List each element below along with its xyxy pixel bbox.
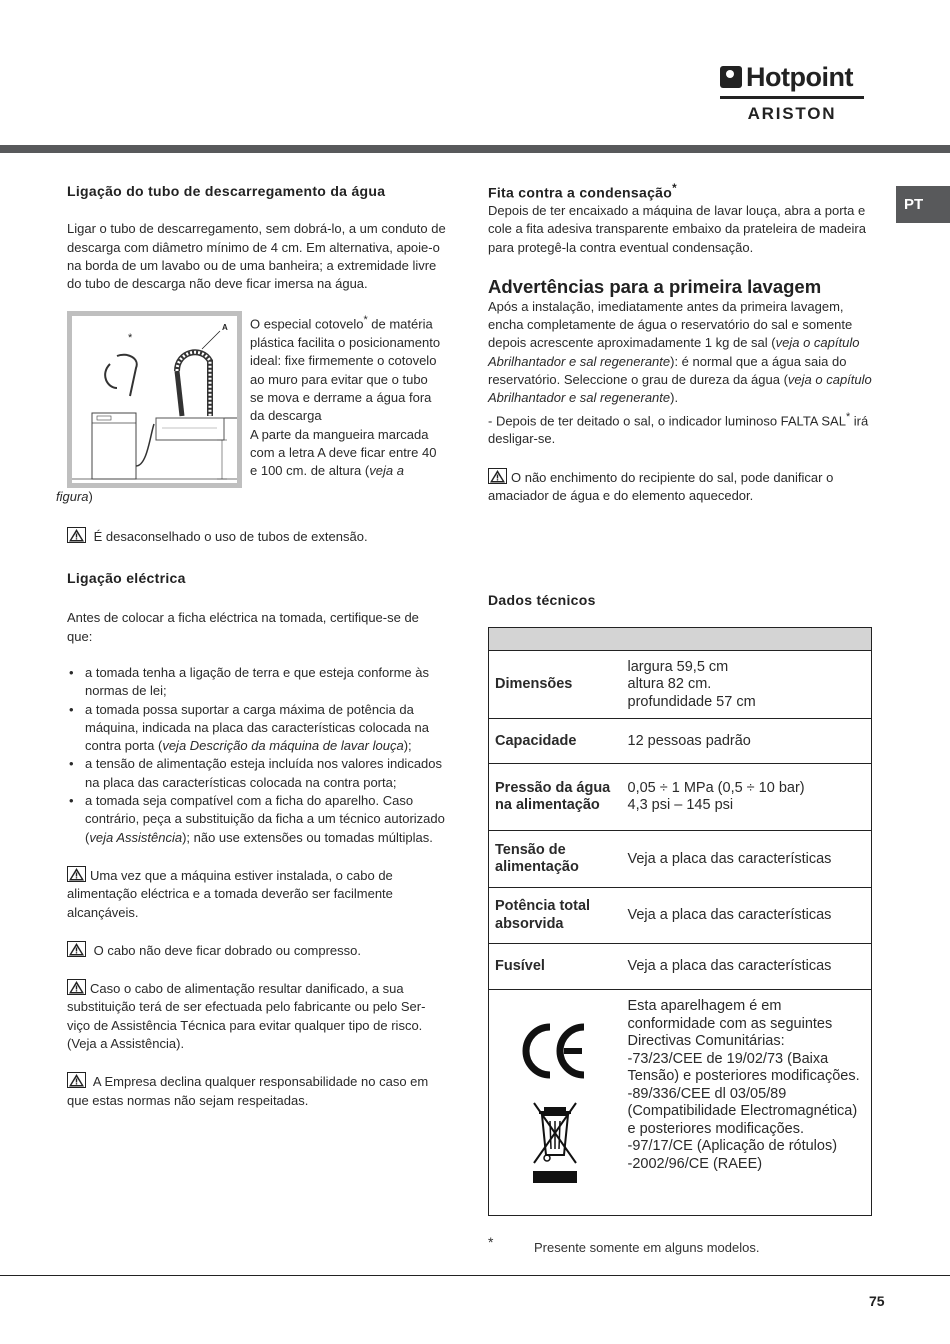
drain-hose-illustration xyxy=(72,316,237,483)
hotpoint-logo-mark xyxy=(720,66,742,88)
electrical-intro: Antes de colocar a ficha eléctrica na tomada, certifique-se de que: xyxy=(67,610,419,644)
warning-icon xyxy=(488,468,507,484)
brand-sub: ARISTON xyxy=(747,104,837,123)
figure-a-label: A xyxy=(222,323,228,333)
warning-icon xyxy=(67,1072,86,1088)
drain-hose-text: Ligar o tubo de descarregamento, sem dobrá-lo, a um conduto de descarga com diâmetro mínimo de 4 cm. Em alternativa, apoie-o na borda de um lavabo ou de uma banheira; a extremidade livre do tubo de descarga não deve ficar imersa na água. xyxy=(67,221,446,292)
header-bar xyxy=(0,145,950,153)
warning-liability: A Empresa declina qualquer responsabilidade no caso em que estas normas não sejam respeitadas. xyxy=(67,1074,429,1108)
tech-data-table xyxy=(488,627,872,1216)
list-item: • a tomada tenha a ligação de terra e que esteja conforme às normas de lei; xyxy=(67,664,447,701)
footer-rule xyxy=(0,1275,950,1276)
table-row xyxy=(489,990,872,1216)
first-wash-title: Advertências para a primeira lavagem xyxy=(488,275,822,297)
figure-star-label: * xyxy=(128,332,133,345)
figure-caption-tail: figura) xyxy=(56,489,93,505)
warning-accessible: Uma vez que a máquina estiver instalada, o cabo de alimentação eléctrica e a tomada deverão ser facilmente alcançáveis. xyxy=(67,867,393,920)
warning-icon xyxy=(67,527,86,543)
warning-salt: O não enchimento do recipiente do sal, pode danificar o amaciador de água e do elemento aquecedor. xyxy=(488,469,834,503)
salt-indicator-text: - Depois de ter deitado o sal, o indicador luminoso FALTA SAL* irá desligar-se. xyxy=(488,410,869,447)
warning-cable-damaged: Caso o cabo de alimentação resultar danificado, a sua substituição terá de ser efectuada pelo fabricante ou pelo Ser-viço de Assistência Técnica para evitar qualquer tipo de risco. (Veja a Assistência). xyxy=(67,981,426,1052)
table-row: Potência total absorvida Veja a placa das características xyxy=(489,888,872,944)
left-column xyxy=(56,182,447,1110)
page-number: 75 xyxy=(869,1293,885,1309)
electrical-checklist xyxy=(67,664,447,847)
list-item: • a tomada possa suportar a carga máxima de potência da máquina, indicada na placa das características colocada na contra porta (veja Descrição da máquina de lavar louça); xyxy=(67,701,447,756)
drain-figure-block xyxy=(67,311,447,488)
condensation-title: Fita contra a condensação* xyxy=(488,182,677,201)
warning-icon xyxy=(67,866,86,882)
warning-icon xyxy=(67,941,86,957)
figure-description: O especial cotovelo* de matéria plástica facilita o posicionamento ideal: fixe firmemente o cotovelo ao muro para evitar que o tubo se mova e derrame a água fora da descarga A parte da mangueira marcada com a letra A deve ficar entre 40 e 100 cm. de altura (veja a xyxy=(250,314,441,479)
electrical-title: Ligação eléctrica xyxy=(67,570,186,587)
first-wash-text: Após a instalação, imediatamente antes da primeira lavagem, encha completamente de água o reservatório do sal e somente depois acrescente aproximadamente 1 kg de sal (veja o capítulo Abrilhantador e sal regenerante): é normal que a água saia do reservatório. Seleccione o grau de dureza da água (veja o capítulo Abrilhantador e sal regenerante). xyxy=(488,298,872,406)
table-row: Tensão de alimentação Veja a placa das características xyxy=(489,831,872,888)
tech-data-title: Dados técnicos xyxy=(488,592,596,609)
language-tab: PT xyxy=(896,186,950,223)
table-row: Pressão da água na alimentação 0,05 ÷ 1 MPa (0,5 ÷ 10 bar) 4,3 psi – 145 psi xyxy=(489,764,872,831)
table-row: Capacidade 12 pessoas padrão xyxy=(489,719,872,764)
weee-bin-icon xyxy=(530,1101,580,1185)
condensation-text: Depois de ter encaixado a máquina de lavar louça, abra a porta e cole a fita adesiva transparente embaixo da prateleira de madeira para protegê-la contra eventual condensação. xyxy=(488,202,866,255)
drain-hose-title: Ligação do tubo de descarregamento da água xyxy=(67,183,386,199)
warning-extension: É desaconselhado o uso de tubos de extensão. xyxy=(67,527,447,546)
table-header xyxy=(489,628,872,651)
footnote: * Presente somente em alguns modelos. xyxy=(488,1234,760,1255)
hotpoint-ariston-logo xyxy=(720,62,864,124)
table-row: Fusível Veja a placa das características xyxy=(489,944,872,990)
warning-cable-bent: O cabo não deve ficar dobrado ou compresso. xyxy=(67,941,447,960)
ce-mark-icon xyxy=(520,1021,590,1081)
list-item: • a tomada seja compatível com a ficha do aparelho. Caso contrário, peça a substituição da ficha a um técnico autorizado (veja Assistência); não use extensões ou tomadas múltiplas. xyxy=(67,792,447,847)
drain-hose-figure xyxy=(67,311,242,488)
warning-icon xyxy=(67,979,86,995)
ce-directives-text: Esta aparelhagem é em conformidade com as seguintes Directivas Comunitárias: -73/23/CEE de 19/02/73 (Baixa Tensão) e posteriores modificações. -89/336/CEE dl 03/05/89 (Compatibilidade Electromagnética) e posteriores modificações. -97/17/CE (Aplicação de rótulos) -2002/96/CE (RAEE) xyxy=(622,990,872,1216)
brand-name: Hotpoint xyxy=(746,62,853,92)
list-item: • a tensão de alimentação esteja incluída nos valores indicados na placa das características colocada na contra porta; xyxy=(67,755,447,792)
right-column xyxy=(488,180,873,1216)
table-row: Dimensões largura 59,5 cm altura 82 cm. profundidade 57 cm xyxy=(489,651,872,719)
